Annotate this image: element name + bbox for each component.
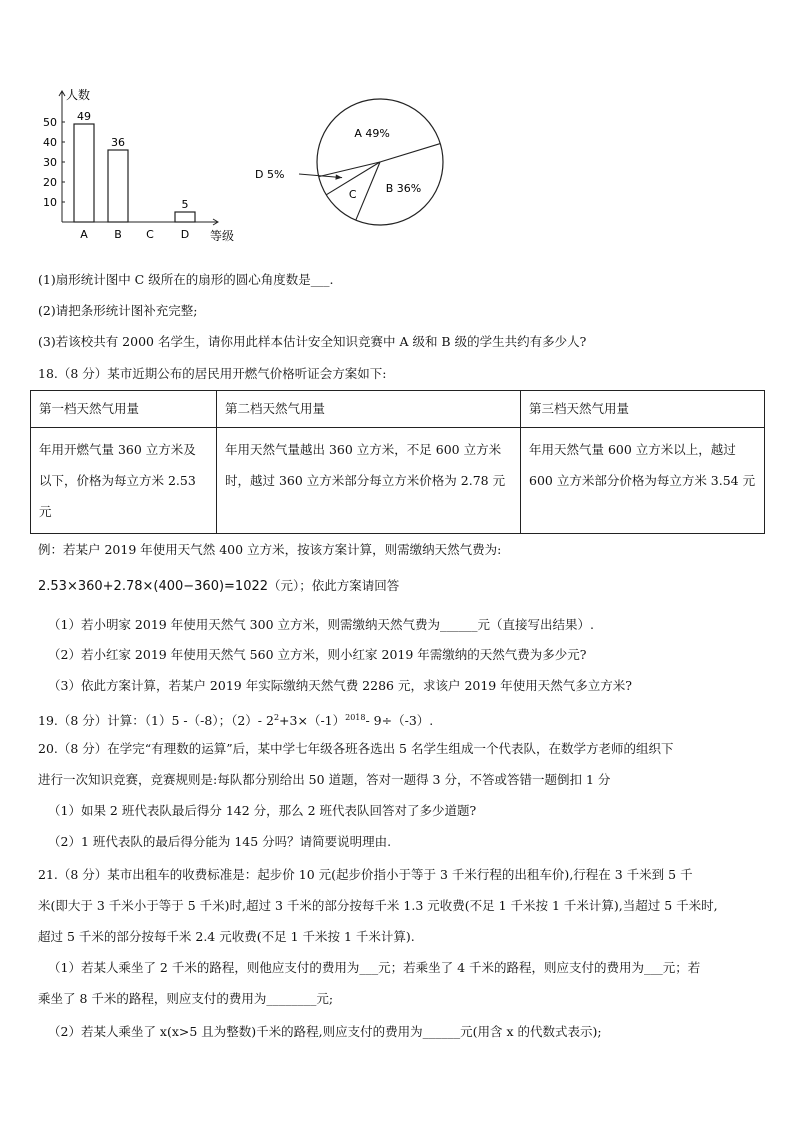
- q21-sub1a: （1）若某人乘坐了 2 千米的路程，则他应支付的费用为___元；若乘坐了 4 千米的路程，则应支付的费用为___元；若: [48, 960, 701, 975]
- q18-intro: 18.（8 分）某市近期公布的居民用开燃气价格听证会方案如下:: [38, 366, 387, 381]
- q18-example: 例：若某户 2019 年使用天气然 400 立方米，按该方案计算，则需缴纳天然气费为:: [38, 542, 502, 557]
- table-header: 第三档天然气用量: [521, 391, 765, 428]
- pie-label-a: A 49%: [354, 127, 390, 141]
- y-tick-label: 50: [43, 116, 57, 129]
- q17-part3: (3)若该校共有 2000 名学生，请你用此样本估计安全知识竞赛中 A 级和 B 级的学生共约有多少人?: [38, 334, 587, 349]
- y-tick-label: 30: [43, 156, 57, 169]
- table-header: 第二档天然气用量: [217, 391, 521, 428]
- q18-formula-line: [38, 577, 399, 596]
- bar: [74, 124, 94, 222]
- pie-chart: [245, 82, 485, 242]
- q18-sub1: （1）若小明家 2019 年使用天然气 300 立方米，则需缴纳天然气费为______元（直接写出结果）.: [48, 617, 594, 632]
- gas-price-table: [30, 390, 765, 534]
- x-tick-label: B: [114, 228, 122, 241]
- x-tick-label: D: [180, 228, 190, 241]
- bar-value-label: 36: [111, 136, 125, 149]
- y-tick-label: 20: [43, 176, 57, 189]
- q19-text-c: - 9÷（-3）.: [365, 713, 434, 729]
- q21-line1: 21.（8 分）某市出租车的收费标准是：起步价 10 元(起步价指小于等于 3 千米行程的出租车价),行程在 3 千米到 5 千: [38, 867, 693, 882]
- q20-sub2: （2）1 班代表队的最后得分能为 145 分吗？请简要说明理由.: [48, 834, 392, 849]
- q18-sub3: （3）依此方案计算，若某户 2019 年实际缴纳天然气费 2286 元，求该户 2019 年使用天然气多立方米?: [48, 678, 632, 693]
- x-axis-label: 等级: [210, 229, 235, 243]
- bar-value-label: 5: [181, 198, 189, 211]
- bar-chart: [30, 85, 235, 245]
- table-cell: 年用天然气量越出 360 立方米，不足 600 立方米时，越过 360 立方米部分每立方米价格为 2.78 元: [217, 428, 521, 534]
- pie-label-b: B 36%: [385, 181, 422, 195]
- q17-part1: (1)扇形统计图中 C 级所在的扇形的圆心角度数是___.: [38, 272, 334, 287]
- q20-line1: 20.（8 分）在学完“有理数的运算”后，某中学七年级各班各选出 5 名学生组成一个代表队，在数学方老师的组织下: [38, 741, 674, 756]
- table-cell: 年用天然气量 600 立方米以上，越过 600 立方米部分价格为每立方米 3.54 元: [521, 428, 765, 534]
- table-header: 第一档天然气用量: [31, 391, 217, 428]
- q18-formula: 2.53×360+2.78×(400−360)=1022: [38, 579, 269, 594]
- y-tick-label: 40: [43, 136, 57, 149]
- bar: [175, 212, 195, 222]
- q17-part2: (2)请把条形统计图补充完整;: [38, 303, 198, 318]
- bar-value-label: 49: [77, 110, 91, 123]
- x-tick-label: A: [80, 228, 88, 241]
- q19: [38, 709, 433, 730]
- y-tick-label: 10: [43, 196, 57, 209]
- q19-text-b: +3×（-1）: [279, 713, 346, 729]
- q19-exponent-1: 2: [273, 713, 280, 722]
- q19-text-a: 19.（8 分）计算：（1）5 -（-8）；（2）- 2: [38, 713, 274, 729]
- q21-line3: 超过 5 千米的部分按每千米 2.4 元收费(不足 1 千米按 1 千米计算).: [38, 929, 415, 944]
- pie-label-d: D 5%: [255, 168, 285, 181]
- q21-sub2: （2）若某人乘坐了 x(x>5 且为整数)千米的路程,则应支付的费用为______元(用含 x 的代数式表示);: [48, 1024, 602, 1039]
- q20-line2: 进行一次知识竞赛，竞赛规则是:每队都分别给出 50 道题，答对一题得 3 分，不答或答错一题倒扣 1 分: [38, 772, 611, 787]
- q18-sub2: （2）若小红家 2019 年使用天然气 560 立方米，则小红家 2019 年需缴纳的天然气费为多少元?: [48, 647, 587, 662]
- pie-label-c: C: [348, 187, 357, 201]
- x-tick-label: C: [146, 228, 154, 241]
- q20-sub1: （1）如果 2 班代表队最后得分 142 分，那么 2 班代表队回答对了多少道题?: [48, 803, 477, 818]
- q21-sub1b: 乘坐了 8 千米的路程，则应支付的费用为________元;: [38, 991, 334, 1006]
- q21-line2: 米(即大于 3 千米小于等于 5 千米)时,超过 3 千米的部分按每千米 1.3 元收费(不足 1 千米按 1 千米计算),当超过 5 千米时,: [38, 898, 718, 913]
- q18-formula-tail: （元）；依此方案请回答: [268, 578, 400, 593]
- table-cell: 年用开燃气量 360 立方米及以下，价格为每立方米 2.53 元: [31, 428, 217, 534]
- y-axis-label: 人数: [66, 88, 91, 102]
- q19-exponent-2: 2018: [345, 713, 366, 722]
- bar: [108, 150, 128, 222]
